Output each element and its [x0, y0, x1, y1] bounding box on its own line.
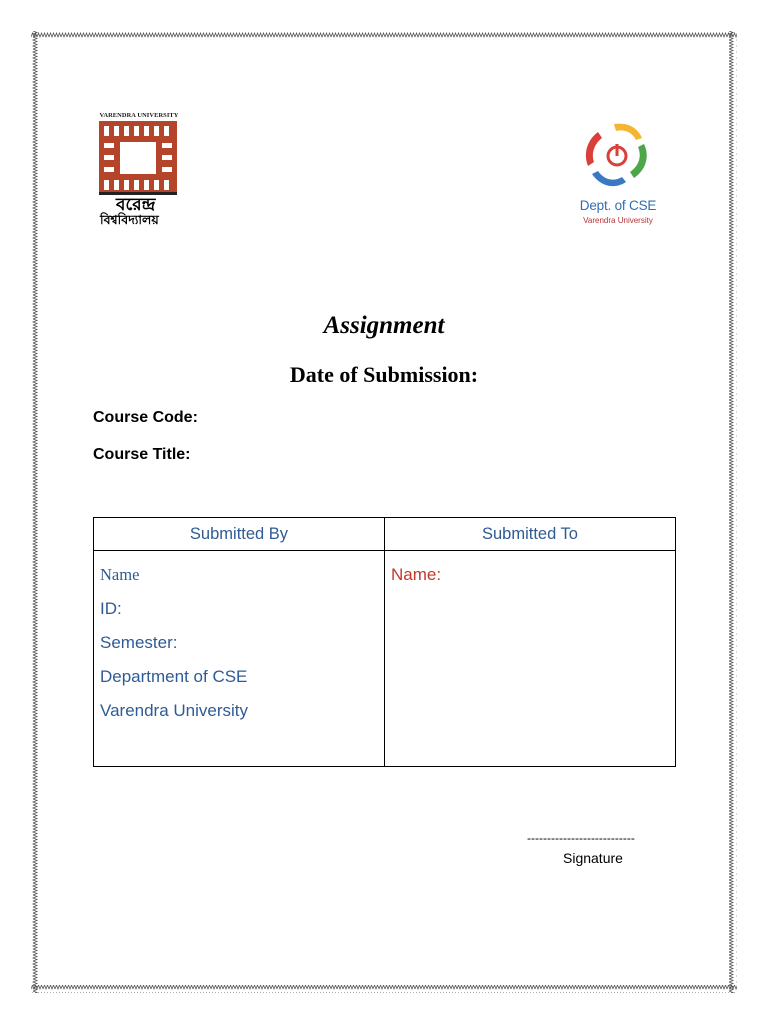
course-title-label: Course Title:: [93, 446, 191, 463]
student-name-label: Name: [100, 565, 140, 584]
department-text: Department of CSE: [100, 667, 248, 686]
submission-date-label: Date of Submission:: [289, 362, 479, 387]
submission-table: [93, 517, 676, 767]
teacher-name-label: Name:: [391, 565, 442, 584]
university-bengali-name: বরেন্দ্র: [116, 195, 156, 215]
university-text: Varendra University: [100, 701, 249, 720]
document-title: Assignment: [323, 312, 445, 339]
submitted-to-cell: [385, 551, 676, 767]
table-row: [94, 551, 676, 767]
dept-name: Dept. of CSE: [579, 198, 657, 213]
course-code-label: Course Code:: [93, 409, 198, 426]
dept-logo: [570, 118, 666, 230]
university-caption: VARENDRA UNIVERSITY: [99, 112, 179, 119]
power-swirl-icon: [584, 120, 650, 192]
semester-label: Semester:: [100, 633, 178, 652]
university-emblem-icon: [99, 121, 177, 195]
university-logo: [98, 112, 180, 232]
submitted-by-cell: [94, 551, 385, 767]
submitted-by-header: Submitted By: [94, 518, 385, 551]
submitted-to-header: Submitted To: [385, 518, 676, 551]
university-bengali-subtitle: বিশ্ববিদ্যালয়: [100, 212, 159, 227]
student-id-label: ID:: [100, 599, 122, 618]
table-header-row: [94, 518, 676, 551]
signature-line: ---------------------------: [527, 831, 635, 845]
dept-university: Varendra University: [583, 216, 653, 225]
signature-label: Signature: [563, 850, 623, 866]
